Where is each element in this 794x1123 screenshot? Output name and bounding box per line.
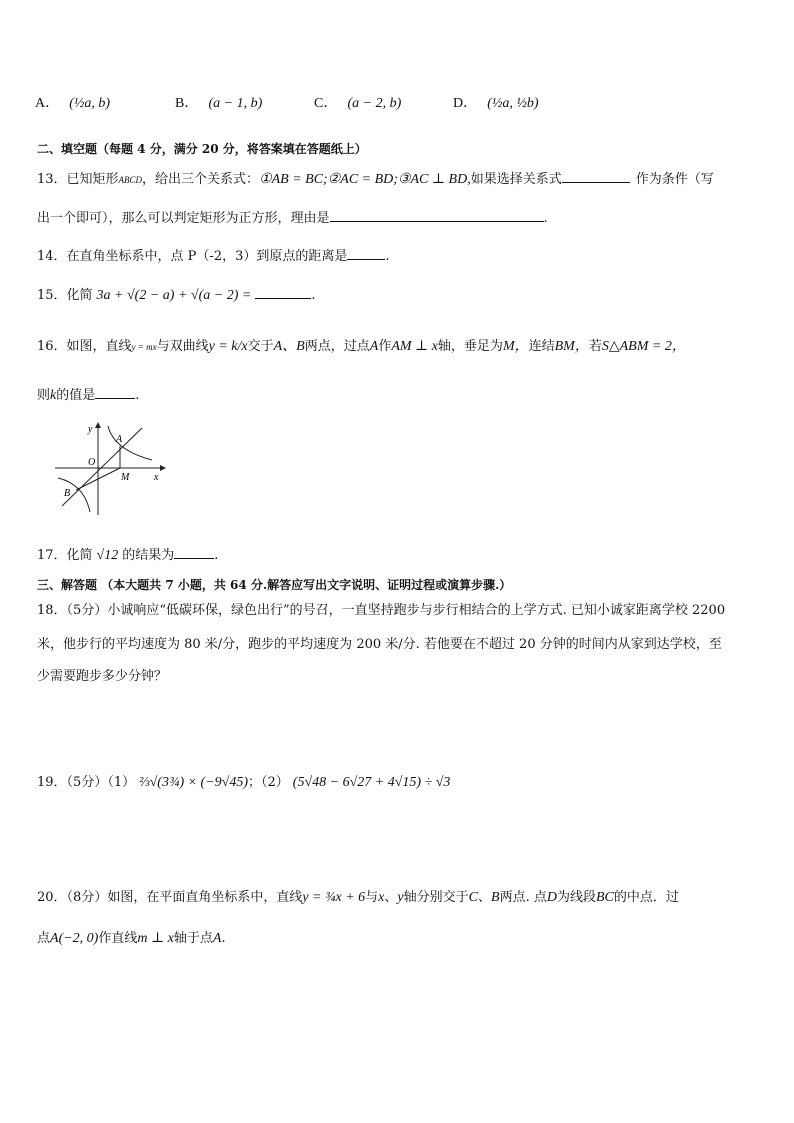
question-17 bbox=[37, 546, 218, 565]
q20-line2b: 作直线 bbox=[98, 931, 138, 946]
q13-mid: ，给出三个关系式： bbox=[142, 172, 260, 187]
question-20-line-2 bbox=[37, 931, 226, 948]
q16-points-ab: A、B bbox=[273, 339, 305, 354]
section-heading-fill-in: 二、填空题（每题 4 分，满分 20 分，将答案填在答题纸上） bbox=[37, 142, 367, 156]
q17-blank bbox=[174, 546, 214, 559]
choice-c bbox=[314, 96, 401, 113]
q19-prefix: 19．（5分）（1） bbox=[37, 775, 136, 790]
q17-mid: 的结果为 bbox=[122, 548, 175, 563]
q16-point-m: M， bbox=[502, 339, 529, 354]
q17-prefix: 17．化简 bbox=[37, 548, 93, 563]
q16-k: k bbox=[50, 388, 57, 403]
q16-end: . bbox=[135, 388, 140, 403]
choice-d bbox=[453, 96, 539, 113]
question-13-line-1 bbox=[37, 170, 714, 189]
q20-b: B bbox=[491, 890, 500, 905]
choice-expr: (a − 2, b) bbox=[347, 96, 402, 111]
q20-mid2: 轴分别交于 bbox=[403, 890, 469, 905]
q13-relation-1: ①AB = BC; bbox=[259, 172, 328, 187]
q13-abcd: ABCD bbox=[118, 175, 143, 185]
choice-letter: B． bbox=[175, 96, 199, 111]
q20-m: m ⊥ x bbox=[137, 931, 174, 946]
question-18-line-1: 18．（5分）小诚响应“低碳环保，绿色出行”的号召，一直坚持跑步与步行相结合的上学方式. 已知小诚家距离学校 2200 bbox=[37, 603, 726, 618]
q16-mid6: 轴，垂足为 bbox=[437, 339, 503, 354]
question-16-line-1 bbox=[37, 339, 686, 356]
q20-mid3: 两点. 点 bbox=[499, 890, 547, 905]
question-16-line-2 bbox=[37, 386, 139, 405]
choice-letter: C． bbox=[314, 96, 338, 111]
q13-relation-3: ③AC ⊥ BD, bbox=[397, 172, 471, 187]
label-m: M bbox=[121, 472, 130, 483]
q20-y: y bbox=[397, 890, 404, 905]
label-x: x bbox=[154, 472, 159, 483]
q16-bm: BM， bbox=[554, 339, 589, 354]
q20-end: . bbox=[221, 931, 226, 946]
q16-area: S△ABM = 2， bbox=[601, 339, 686, 354]
q15-blank bbox=[255, 286, 311, 299]
q15-prefix: 15．化简 bbox=[37, 288, 93, 303]
q15-expr: 3a + √(2 − a) + √(a − 2) = bbox=[96, 288, 252, 303]
q13-line2: 出一个即可），那么可以判定矩形为正方形，理由是 bbox=[37, 211, 330, 226]
label-o: O bbox=[88, 457, 96, 468]
q20-sep: 、 bbox=[384, 890, 398, 905]
q20-point: A(−2, 0) bbox=[50, 931, 99, 946]
question-13-line-2 bbox=[37, 209, 548, 227]
q16-mid8: 若 bbox=[588, 339, 602, 354]
q16-mid2: 交于 bbox=[247, 339, 274, 354]
choice-expr: (½a, b) bbox=[69, 96, 111, 111]
choice-expr: (½a, ½b) bbox=[487, 96, 539, 111]
choice-b bbox=[175, 96, 262, 113]
q13-after: 如果选择关系式 bbox=[470, 172, 562, 187]
q16-line-eq: y = mx bbox=[131, 342, 157, 352]
q13-relation-2: ②AC = BD; bbox=[327, 172, 398, 187]
q16-hyperbola: y = k/x bbox=[208, 339, 248, 354]
hyperbola-figure bbox=[50, 420, 170, 520]
q20-mid1: 与 bbox=[365, 890, 379, 905]
q20-bc: BC bbox=[595, 890, 614, 905]
q13-end: . bbox=[543, 211, 548, 226]
q14-blank bbox=[347, 247, 385, 260]
q20-mid4: 为线段 bbox=[556, 890, 596, 905]
label-y: y bbox=[88, 424, 93, 435]
question-18-line-2: 米，他步行的平均速度为 80 米/分，跑步的平均速度为 200 米/分. 若他要在不超过 20 分钟的时间内从家到达学校，至 bbox=[37, 637, 722, 652]
q19-sep: ；（2） bbox=[248, 775, 289, 790]
question-19 bbox=[37, 775, 450, 792]
question-18-line-3: 少需要跑步多少分钟？ bbox=[37, 669, 168, 684]
q13-prefix: 13．已知矩形 bbox=[37, 172, 119, 187]
q20-c: C bbox=[468, 890, 478, 905]
section-heading-solutions: 三、解答题 （本大题共 7 小题，共 64 分.解答应写出文字说明、证明过程或演算步骤.） bbox=[37, 578, 512, 592]
q20-line2a: 点 bbox=[37, 931, 51, 946]
q20-x: x bbox=[378, 890, 385, 905]
choice-a bbox=[35, 96, 110, 113]
q20-eq: y = ¾x + 6 bbox=[302, 890, 366, 905]
choice-letter: A． bbox=[35, 96, 60, 111]
q16-am: AM ⊥ x bbox=[391, 339, 438, 354]
question-14 bbox=[37, 247, 390, 265]
q16-point-a: A bbox=[369, 339, 379, 354]
q20-d: D bbox=[546, 890, 557, 905]
q19-expr-2: (5√48 − 6√27 + 4√15) ÷ √3 bbox=[292, 775, 451, 790]
q20-a: A bbox=[212, 931, 222, 946]
q20-line2c: 轴于点 bbox=[173, 931, 213, 946]
question-20-line-1 bbox=[37, 890, 679, 907]
q15-end: . bbox=[311, 288, 316, 303]
q13-after2: 作为条件（写 bbox=[635, 172, 714, 187]
q16-line2b: 的值是 bbox=[56, 388, 96, 403]
q16-mid4: 两点，过点 bbox=[304, 339, 370, 354]
q20-sep2: 、 bbox=[477, 890, 491, 905]
q14-text: 14．在直角坐标系中，点 P（-2，3）到原点的距离是 bbox=[37, 249, 348, 264]
q16-mid7: 连结 bbox=[528, 339, 555, 354]
q16-prefix: 16．如图，直线 bbox=[37, 339, 132, 354]
choice-letter: D． bbox=[453, 96, 478, 111]
label-a: A bbox=[116, 434, 123, 445]
q17-expr: √12 bbox=[96, 548, 119, 563]
label-b: B bbox=[64, 488, 71, 499]
q19-expr-1: ⅔√(3¾) × (−9√45) bbox=[139, 775, 249, 790]
q20-prefix: 20．（8分）如图，在平面直角坐标系中，直线 bbox=[37, 890, 303, 905]
q17-end: . bbox=[214, 548, 219, 563]
question-15 bbox=[37, 286, 315, 305]
q13-blank-1 bbox=[562, 170, 630, 183]
choice-expr: (a − 1, b) bbox=[208, 96, 263, 111]
q14-end: . bbox=[385, 249, 390, 264]
q16-mid5: 作 bbox=[378, 339, 392, 354]
q13-blank-2 bbox=[330, 209, 544, 222]
q20-mid5: 的中点．过 bbox=[613, 890, 679, 905]
q16-line2a: 则 bbox=[37, 388, 51, 403]
q16-blank bbox=[95, 386, 135, 399]
q16-mid1: 与双曲线 bbox=[156, 339, 209, 354]
